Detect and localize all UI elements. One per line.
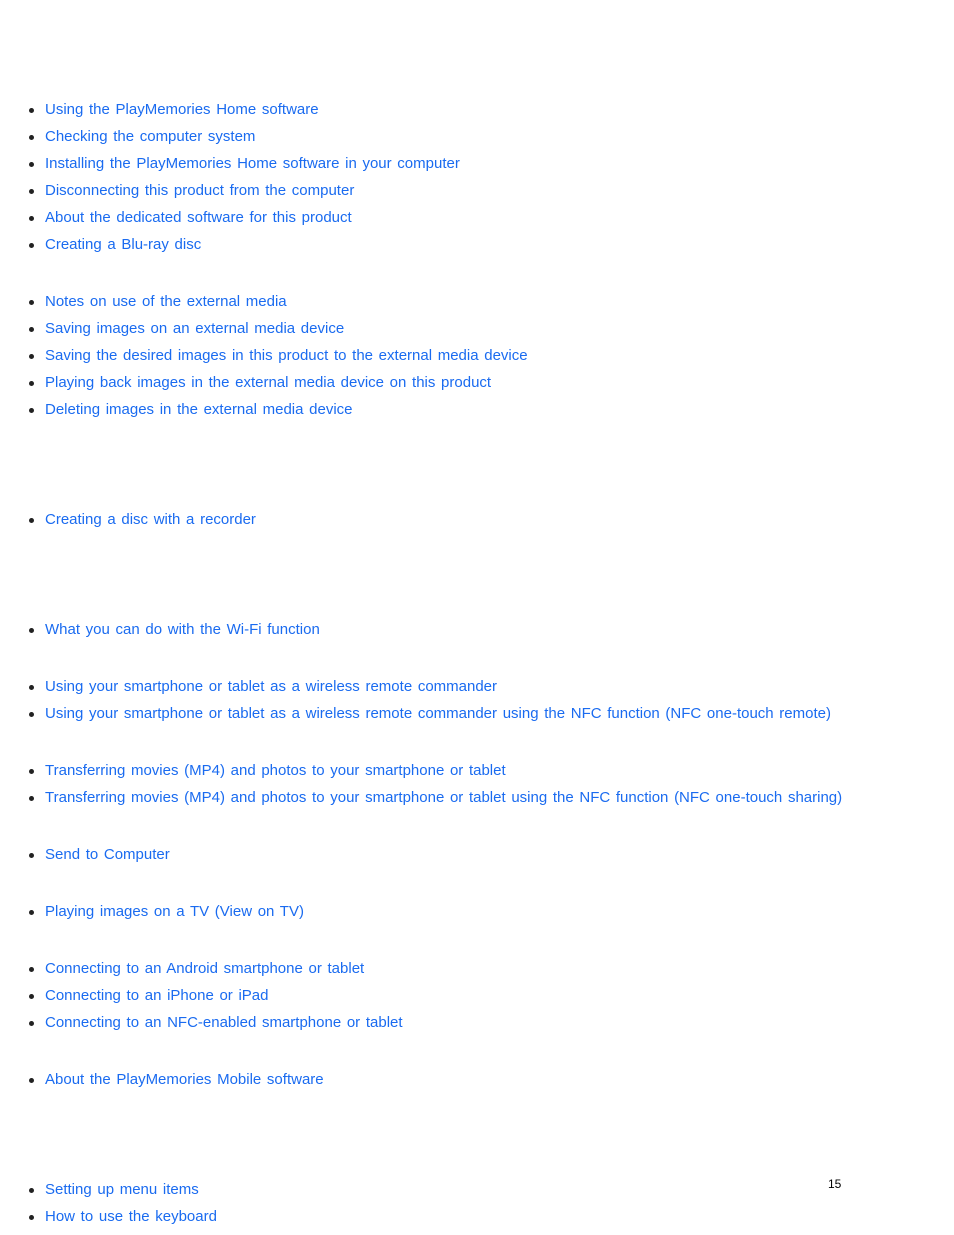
bullet-icon — [29, 994, 34, 999]
list-item — [0, 982, 954, 1009]
bullet-icon — [29, 408, 34, 413]
topic-link[interactable]: About the PlayMemories Mobile software — [45, 1071, 324, 1088]
topic-link[interactable]: Saving images on an external media device — [45, 320, 345, 337]
topic-link[interactable]: How to use the keyboard — [45, 1208, 217, 1225]
topic-link[interactable]: Disconnecting this product from the computer — [45, 182, 355, 199]
topic-link[interactable]: Send to Computer — [45, 846, 170, 863]
bullet-icon — [29, 628, 34, 633]
link-group — [0, 506, 954, 533]
list-item — [0, 342, 954, 369]
link-group — [0, 288, 954, 423]
list-item — [0, 506, 954, 533]
link-group — [0, 616, 954, 643]
list-item — [0, 231, 954, 258]
topic-link[interactable]: Setting up menu items — [45, 1181, 199, 1198]
list-item — [0, 396, 954, 423]
topic-link[interactable]: Installing the PlayMemories Home software in your computer — [45, 155, 460, 172]
list-item — [0, 955, 954, 982]
list-item — [0, 204, 954, 231]
bullet-icon — [29, 243, 34, 248]
list-item — [0, 673, 954, 700]
bullet-icon — [29, 354, 34, 359]
list-item — [0, 700, 954, 727]
list-item — [0, 841, 954, 868]
topic-link[interactable]: Saving the desired images in this product to the external media device — [45, 347, 528, 364]
list-item — [0, 123, 954, 150]
link-group — [0, 673, 954, 727]
list-item — [0, 784, 954, 811]
list-item — [0, 177, 954, 204]
topic-link[interactable]: Checking the computer system — [45, 128, 256, 145]
bullet-icon — [29, 967, 34, 972]
topic-link[interactable]: Connecting to an Android smartphone or tablet — [45, 960, 365, 977]
bullet-icon — [29, 300, 34, 305]
bullet-icon — [29, 853, 34, 858]
list-item — [0, 369, 954, 396]
topic-link[interactable]: What you can do with the Wi-Fi function — [45, 621, 320, 638]
list-item — [0, 1066, 954, 1093]
topic-link[interactable]: Creating a disc with a recorder — [45, 511, 256, 528]
bullet-icon — [29, 796, 34, 801]
topic-link[interactable]: Creating a Blu-ray disc — [45, 236, 202, 253]
link-group — [0, 841, 954, 868]
bullet-icon — [29, 381, 34, 386]
list-item — [0, 1009, 954, 1036]
bullet-icon — [29, 1188, 34, 1193]
list-item — [0, 315, 954, 342]
topic-link[interactable]: Using the PlayMemories Home software — [45, 101, 319, 118]
link-group — [0, 1066, 954, 1093]
topic-link[interactable]: Connecting to an iPhone or iPad — [45, 987, 269, 1004]
topic-link[interactable]: About the dedicated software for this product — [45, 209, 352, 226]
bullet-icon — [29, 685, 34, 690]
bullet-icon — [29, 910, 34, 915]
topic-link[interactable]: Connecting to an NFC-enabled smartphone or tablet — [45, 1014, 403, 1031]
topic-link[interactable]: Using your smartphone or tablet as a wireless remote commander — [45, 678, 498, 695]
topic-link[interactable]: Notes on use of the external media — [45, 293, 287, 310]
bullet-icon — [29, 769, 34, 774]
list-item — [0, 288, 954, 315]
topic-link[interactable]: Playing back images in the external media device on this product — [45, 374, 492, 391]
page-number: 15 — [828, 1177, 842, 1191]
link-list — [0, 96, 954, 1230]
link-group — [0, 955, 954, 1036]
bullet-icon — [29, 1215, 34, 1220]
link-group — [0, 757, 954, 811]
bullet-icon — [29, 189, 34, 194]
topic-link[interactable]: Deleting images in the external media device — [45, 401, 353, 418]
list-item — [0, 150, 954, 177]
bullet-icon — [29, 108, 34, 113]
list-item — [0, 1203, 954, 1230]
bullet-icon — [29, 327, 34, 332]
bullet-icon — [29, 712, 34, 717]
link-group — [0, 96, 954, 258]
list-item — [0, 898, 954, 925]
list-item — [0, 96, 954, 123]
bullet-icon — [29, 1021, 34, 1026]
topic-link[interactable]: Transferring movies (MP4) and photos to your smartphone or tablet using the NFC function (NFC one-touch sharing) — [45, 789, 843, 806]
topic-link[interactable]: Transferring movies (MP4) and photos to your smartphone or tablet — [45, 762, 506, 779]
bullet-icon — [29, 162, 34, 167]
bullet-icon — [29, 216, 34, 221]
link-group — [0, 898, 954, 925]
link-group — [0, 1176, 954, 1230]
bullet-icon — [29, 135, 34, 140]
list-item — [0, 1176, 954, 1203]
list-item — [0, 616, 954, 643]
bullet-icon — [29, 1078, 34, 1083]
topic-link[interactable]: Using your smartphone or tablet as a wireless remote commander using the NFC function (NFC one-touch remote) — [45, 705, 831, 722]
list-item — [0, 757, 954, 784]
topic-link[interactable]: Playing images on a TV (View on TV) — [45, 903, 304, 920]
bullet-icon — [29, 518, 34, 523]
